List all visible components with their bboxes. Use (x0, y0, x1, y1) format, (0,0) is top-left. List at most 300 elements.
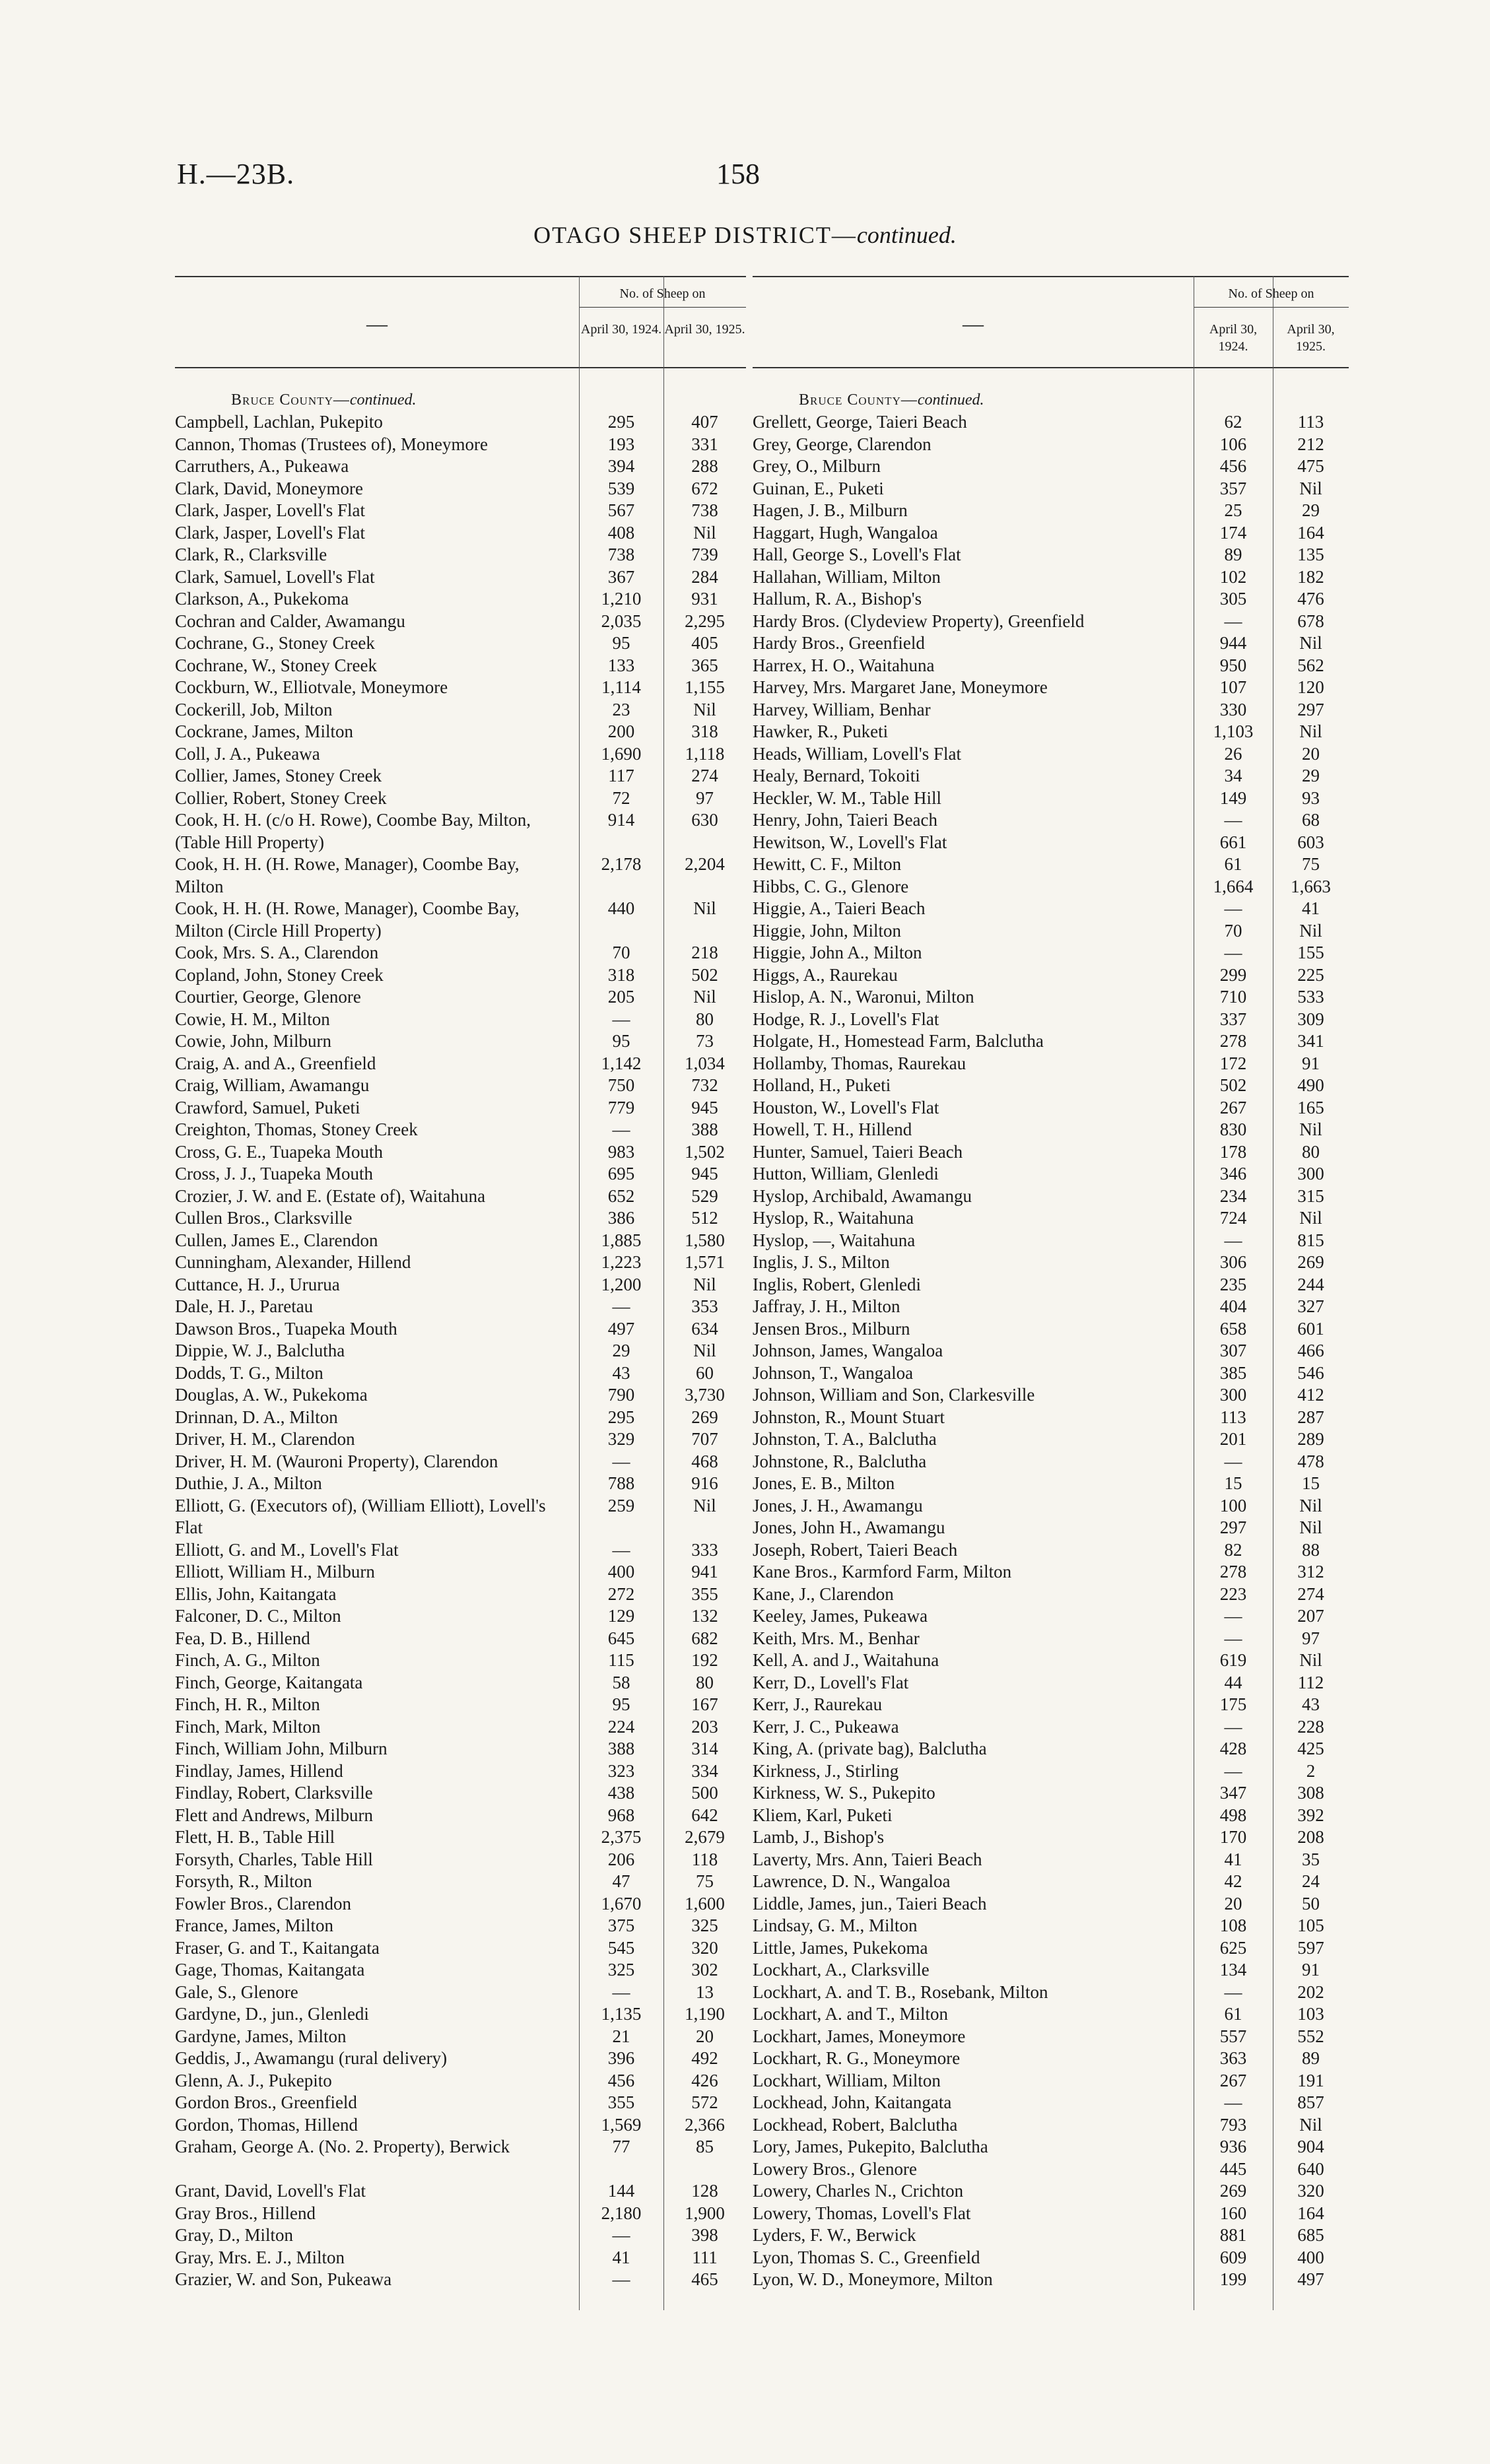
owner-name: Elliott, William H., Milburn (175, 1562, 375, 1582)
owner-name: Joseph, Robert, Taieri Beach (753, 1539, 958, 1560)
table-row (175, 1871, 746, 1893)
sheep-1924: 724 (1219, 1208, 1247, 1228)
owner-name: Cook, H. H. (H. Rowe, Manager), Coombe Bay, Milton (Circle Hill Property) (175, 898, 520, 941)
sheep-1925: 91 (1302, 1053, 1320, 1073)
sheep-1925: 274 (1297, 1583, 1324, 1604)
sheep-1924: 658 (1219, 1318, 1247, 1339)
sheep-1925: 309 (1297, 1009, 1324, 1029)
sheep-1925: 85 (696, 2137, 714, 2156)
owner-name: Kliem, Karl, Puketi (753, 1805, 893, 1825)
owner-name: Lockhart, A., Clarksville (753, 1960, 930, 1980)
table-row (753, 942, 1349, 964)
table-row (753, 1251, 1349, 1274)
table-row (753, 2180, 1349, 2203)
sheep-1925: 533 (1297, 987, 1324, 1007)
document-reference: H.—23B. (177, 158, 295, 190)
table-row (175, 2092, 746, 2114)
sheep-1925: 315 (1297, 1185, 1324, 1206)
sheep-1924: 1,569 (601, 2114, 642, 2135)
owner-name: Heckler, W. M., Table Hill (753, 787, 941, 808)
table-row (175, 1340, 746, 1362)
owner-name: Cochran and Calder, Awamangu (175, 611, 405, 631)
owner-name: Clark, David, Moneymore (175, 478, 363, 498)
sheep-1924: 70 (612, 943, 630, 962)
owner-name: Kane, J., Clarendon (753, 1583, 894, 1604)
sheep-1924: 1,885 (601, 1230, 642, 1250)
sheep-1925: 678 (1297, 611, 1324, 631)
section-continued: continued. (349, 391, 417, 409)
sheep-1924: 306 (1219, 1252, 1247, 1272)
sheep-1925: 739 (691, 545, 718, 564)
sheep-1924: 26 (1224, 743, 1242, 764)
sheep-1924: 1,664 (1213, 876, 1254, 896)
owner-name: Cochrane, W., Stoney Creek (175, 655, 377, 675)
table-row (175, 942, 746, 964)
table-row (175, 2070, 746, 2092)
owner-name: Harvey, William, Benhar (753, 699, 931, 719)
sheep-1925: 203 (691, 1716, 718, 1737)
owner-name: Ellis, John, Kaitangata (175, 1583, 337, 1604)
sheep-1924: 205 (607, 987, 635, 1007)
owner-name: Johnson, William and Son, Clarkesville (753, 1385, 1035, 1405)
table-row (753, 1407, 1349, 1429)
sheep-1924: 1,200 (601, 1274, 642, 1294)
sheep-1924: 44 (1224, 1672, 1242, 1692)
sheep-1924: 502 (1219, 1075, 1247, 1095)
sheep-1924: 944 (1219, 633, 1247, 653)
table-row (175, 2003, 746, 2026)
table-row (175, 1959, 746, 1981)
table-row (753, 1871, 1349, 1893)
owner-name: Cross, J. J., Tuapeka Mouth (175, 1164, 374, 1183)
owner-name: Gardyne, James, Milton (175, 2026, 347, 2046)
table-row (753, 566, 1349, 589)
sheep-1924: 367 (607, 566, 635, 587)
owner-name: Cowie, H. M., Milton (175, 1009, 330, 1029)
table-row (753, 920, 1349, 943)
table-row (175, 964, 746, 987)
owner-name: Finch, Mark, Milton (175, 1716, 321, 1737)
sheep-1925: 113 (1297, 412, 1324, 432)
table-row (753, 1030, 1349, 1053)
owner-name: Hutton, William, Glenledi (753, 1164, 939, 1183)
section-county: Bruce County— (231, 391, 350, 409)
owner-name: Lyon, W. D., Moneymore, Milton (753, 2269, 993, 2289)
sheep-1924: 404 (1219, 1296, 1247, 1316)
section-heading (753, 389, 1349, 411)
owner-name: Cochrane, G., Stoney Creek (175, 633, 375, 653)
table-row (175, 632, 746, 655)
table-row (753, 743, 1349, 766)
sheep-1924: 82 (1224, 1539, 1242, 1560)
table-row (753, 677, 1349, 699)
sheep-1925: 288 (691, 456, 718, 476)
owner-name: Holgate, H., Homestead Farm, Balclutha (753, 1031, 1044, 1051)
table-row (175, 434, 746, 456)
sheep-1925: 24 (1302, 1871, 1320, 1891)
sheep-1924: 107 (1219, 677, 1247, 697)
table-row (175, 2224, 746, 2247)
owner-name: Driver, H. M., Clarendon (175, 1429, 355, 1449)
sheep-1924: 652 (607, 1185, 635, 1206)
owner-name: Gray, Mrs. E. J., Milton (175, 2247, 345, 2267)
table-row (175, 2114, 746, 2137)
owner-name: Kirkness, W. S., Pukepito (753, 1783, 935, 1803)
sheep-1924: 545 (607, 1937, 635, 1958)
sheep-1924: 497 (607, 1318, 635, 1339)
table-row (753, 853, 1349, 876)
sheep-1925: Nil (693, 987, 716, 1007)
table-row (175, 522, 746, 545)
table-row (175, 986, 746, 1009)
sheep-1924: 881 (1219, 2225, 1247, 2245)
sheep-1924: 41 (612, 2247, 630, 2267)
sheep-1924: 830 (1219, 1119, 1247, 1139)
sheep-1925: 289 (1297, 1429, 1324, 1449)
table-row (175, 1473, 746, 1495)
table-row (175, 411, 746, 434)
sheep-1925: 916 (691, 1473, 718, 1493)
sheep-1925: 314 (691, 1739, 718, 1758)
sheep-1925: Nil (1299, 2114, 1322, 2135)
sheep-1924: 456 (1219, 456, 1247, 476)
header-dash: — (963, 312, 984, 335)
sheep-1924: — (612, 1451, 630, 1471)
owner-name: Cockburn, W., Elliotvale, Moneymore (175, 677, 448, 697)
sheep-1924: 914 (607, 810, 635, 830)
owner-name: Elliott, G. (Executors of), (William Elliott), Lovell's Flat (175, 1495, 546, 1537)
table-row (753, 411, 1349, 434)
sheep-1924: 278 (1219, 1562, 1247, 1582)
sheep-1924: 160 (1219, 2203, 1247, 2223)
owner-name: Cannon, Thomas (Trustees of), Moneymore (175, 434, 488, 454)
sheep-1924: 133 (607, 655, 635, 675)
table-row (753, 1915, 1349, 1937)
table-row (753, 1009, 1349, 1031)
sheep-1925: 331 (691, 434, 718, 454)
sheep-1924: 58 (612, 1672, 630, 1692)
table-row (175, 699, 746, 721)
sheep-1924: 1,114 (601, 677, 641, 697)
owner-name: Campbell, Lachlan, Pukepito (175, 412, 383, 432)
table-row (175, 1760, 746, 1783)
owner-name: Flett, H. B., Table Hill (175, 1827, 335, 1847)
table-row (753, 1849, 1349, 1871)
table-row (175, 2269, 746, 2291)
sheep-1925: 50 (1302, 1893, 1320, 1914)
sheep-1925: Nil (1299, 1650, 1322, 1670)
sheep-1924: 375 (607, 1915, 635, 1935)
owner-name: Higgie, John, Milton (753, 920, 902, 941)
sheep-1924: 200 (607, 721, 635, 741)
sheep-1924: — (1224, 1716, 1242, 1737)
sheep-1925: 97 (696, 787, 714, 808)
sheep-1924: 325 (607, 1960, 635, 1980)
table-row (753, 787, 1349, 810)
sheep-1924: 25 (1224, 500, 1242, 520)
table-row (753, 2136, 1349, 2158)
table-row (175, 1053, 746, 1075)
owner-name: Lockhart, William, Milton (753, 2070, 941, 2090)
sheep-1924: 41 (1224, 1849, 1242, 1869)
owner-name: Johnson, T., Wangaloa (753, 1362, 914, 1383)
sheep-1925: 89 (1302, 2048, 1320, 2068)
owner-name: Clark, Samuel, Lovell's Flat (175, 566, 375, 587)
sheep-1925: 407 (691, 412, 718, 432)
sheep-1924: — (1224, 1606, 1242, 1626)
table-row (175, 500, 746, 522)
sheep-1925: 2,366 (685, 2114, 725, 2135)
table-row (175, 588, 746, 611)
table-row (753, 1274, 1349, 1296)
owner-name: Cowie, John, Milburn (175, 1031, 332, 1051)
sheep-1925: 112 (1297, 1672, 1324, 1692)
owner-name: Findlay, Robert, Clarksville (175, 1783, 373, 1803)
table-row (753, 1207, 1349, 1230)
owner-name: Hewitson, W., Lovell's Flat (753, 832, 947, 852)
sheep-1925: 2 (1306, 1760, 1316, 1781)
sheep-1924: 170 (1219, 1827, 1247, 1847)
sheep-1924: 1,210 (601, 589, 642, 609)
sheep-1924: 300 (1219, 1385, 1247, 1405)
table-row (753, 655, 1349, 677)
table-row (753, 1185, 1349, 1208)
table-row (753, 2269, 1349, 2291)
owner-name: Higgie, John A., Milton (753, 943, 922, 962)
table-row (175, 1362, 746, 1385)
table-row (753, 1760, 1349, 1783)
table-row (753, 2224, 1349, 2247)
sheep-1924: — (1224, 810, 1242, 830)
table-row (175, 1296, 746, 1318)
owner-name: Hodge, R. J., Lovell's Flat (753, 1009, 939, 1029)
sheep-1925: 269 (1297, 1252, 1324, 1272)
sheep-1925: 572 (691, 2092, 718, 2112)
header-sheep-count: No. of Sheep on (1194, 286, 1349, 308)
owner-name: Finch, H. R., Milton (175, 1694, 320, 1714)
table-row (175, 1672, 746, 1694)
owner-name: Douglas, A. W., Pukekoma (175, 1385, 368, 1405)
table-row (753, 1097, 1349, 1119)
owner-name: Lockhart, A. and T., Milton (753, 2004, 948, 2024)
sheep-1925: 202 (1297, 1981, 1324, 2002)
table-row (753, 2003, 1349, 2026)
sheep-1925: 546 (1297, 1362, 1324, 1383)
table-row (753, 1893, 1349, 1915)
table-row (753, 1141, 1349, 1164)
sheep-1925: 400 (1297, 2247, 1324, 2267)
owner-name: Craig, William, Awamangu (175, 1075, 370, 1095)
table-row (753, 1959, 1349, 1981)
table-row (753, 1716, 1349, 1739)
table-row (753, 1672, 1349, 1694)
sheep-1925: 334 (691, 1760, 718, 1781)
table-row (175, 1119, 746, 1141)
sheep-1924: 15 (1224, 1473, 1242, 1493)
sheep-1925: 601 (1297, 1318, 1324, 1339)
sheep-1925: 297 (1297, 699, 1324, 719)
table-body (753, 389, 1349, 2291)
owner-name: Fraser, G. and T., Kaitangata (175, 1937, 380, 1958)
owner-name: Flett and Andrews, Milburn (175, 1805, 373, 1825)
sheep-1924: — (612, 1009, 630, 1029)
sheep-1924: 102 (1219, 566, 1247, 587)
sheep-1925: 732 (691, 1075, 718, 1095)
sheep-1924: — (612, 1119, 630, 1139)
table-row (175, 809, 746, 853)
table-row (753, 1163, 1349, 1185)
sheep-1925: Nil (693, 699, 716, 719)
sheep-1924: — (1224, 943, 1242, 962)
table-row (753, 611, 1349, 633)
sheep-1924: 388 (607, 1739, 635, 1758)
sheep-1924: 235 (1219, 1274, 1247, 1294)
table-row (175, 655, 746, 677)
table-row (753, 964, 1349, 987)
owner-name: Dippie, W. J., Balclutha (175, 1341, 345, 1360)
sheep-1925: 1,900 (685, 2203, 725, 2223)
header-col-1924: April 30, 1924. (580, 322, 662, 337)
table-header (753, 276, 1349, 368)
table-row (753, 1694, 1349, 1716)
sheep-1925: 634 (691, 1318, 718, 1339)
owner-name: Gage, Thomas, Kaitangata (175, 1960, 365, 1980)
sheep-1925: 132 (691, 1606, 718, 1626)
sheep-1924: 95 (612, 1694, 630, 1714)
sheep-1924: 206 (607, 1849, 635, 1869)
sheep-1924: 223 (1219, 1583, 1247, 1604)
table-row (175, 853, 746, 898)
sheep-1925: 640 (1297, 2158, 1324, 2179)
table-row (753, 522, 1349, 545)
owner-name: Johnston, T. A., Balclutha (753, 1429, 937, 1449)
table-row (175, 1628, 746, 1650)
sheep-1925: 20 (696, 2026, 714, 2046)
table-row (753, 1230, 1349, 1252)
owner-name: France, James, Milton (175, 1915, 333, 1935)
sheep-1925: 97 (1302, 1628, 1320, 1648)
table-row (753, 1826, 1349, 1849)
sheep-1925: Nil (1299, 721, 1322, 741)
table-row (753, 434, 1349, 456)
sheep-1925: 707 (691, 1429, 718, 1449)
owner-name: Courtier, George, Glenore (175, 987, 361, 1007)
owner-name: Hall, George S., Lovell's Flat (753, 545, 961, 564)
sheep-1924: 20 (1224, 1893, 1242, 1914)
table-row (175, 677, 746, 699)
sheep-1925: 405 (691, 633, 718, 653)
table-row (175, 1937, 746, 1960)
sheep-1924: 61 (1224, 2004, 1242, 2024)
sheep-1924: — (612, 2269, 630, 2289)
header-dash: — (366, 312, 388, 335)
sheep-1925: 93 (1302, 787, 1320, 808)
sheep-1924: 394 (607, 456, 635, 476)
sheep-1924: 267 (1219, 2070, 1247, 2090)
owner-name: Lockhead, John, Kaitangata (753, 2092, 952, 2112)
table-row (753, 1628, 1349, 1650)
sheep-1924: 318 (607, 964, 635, 985)
right-column-table (753, 276, 1349, 2310)
sheep-1924: 323 (607, 1760, 635, 1781)
owner-name: Crawford, Samuel, Puketi (175, 1097, 360, 1117)
sheep-1924: 1,670 (601, 1893, 642, 1914)
sheep-1925: 269 (691, 1407, 718, 1427)
table-row (175, 1738, 746, 1760)
table-row (175, 2180, 746, 2203)
sheep-1924: 445 (1219, 2158, 1247, 2179)
owner-name: Findlay, James, Hillend (175, 1760, 343, 1781)
owner-name: Hagen, J. B., Milburn (753, 500, 908, 520)
owner-name: Cunningham, Alexander, Hillend (175, 1252, 411, 1272)
sheep-1924: 29 (612, 1341, 630, 1360)
owner-name: Clarkson, A., Pukekoma (175, 589, 349, 609)
sheep-1924: 408 (607, 522, 635, 543)
sheep-1925: 1,580 (685, 1230, 725, 1250)
owner-name: Johnston, R., Mount Stuart (753, 1407, 945, 1427)
table-row (175, 1981, 746, 2004)
table-row (175, 743, 746, 766)
table-row (175, 1716, 746, 1739)
sheep-1925: 218 (691, 943, 718, 962)
table-row (753, 1119, 1349, 1141)
table-row (753, 1937, 1349, 1960)
table-row (753, 1495, 1349, 1517)
table-row (753, 2026, 1349, 2048)
sheep-1924: 1,223 (601, 1252, 642, 1272)
sheep-1924: 224 (607, 1716, 635, 1737)
owner-name: Gardyne, D., jun., Glenledi (175, 2004, 369, 2024)
owner-name: Keeley, James, Pukeawa (753, 1606, 928, 1626)
owner-name: Hollamby, Thomas, Raurekau (753, 1053, 966, 1073)
owner-name: Healy, Bernard, Tokoiti (753, 766, 920, 785)
sheep-1925: 931 (691, 589, 718, 609)
sheep-1925: 225 (1297, 964, 1324, 985)
table-row (753, 544, 1349, 566)
sheep-1924: 199 (1219, 2269, 1247, 2289)
table-row (753, 1738, 1349, 1760)
sheep-1925: 1,118 (685, 743, 725, 764)
header-col-1925: April 30, 1925. (664, 322, 745, 337)
owner-name: Kerr, J., Raurekau (753, 1694, 883, 1714)
sheep-1925: 945 (691, 1164, 718, 1183)
sheep-1925: 128 (691, 2181, 718, 2201)
sheep-1924: — (1224, 1760, 1242, 1781)
sheep-1925: 80 (1302, 1141, 1320, 1162)
sheep-1924: 234 (1219, 1185, 1247, 1206)
owner-name: Finch, A. G., Milton (175, 1650, 320, 1670)
owner-name: Hewitt, C. F., Milton (753, 854, 902, 874)
sheep-1924: 2,035 (601, 611, 642, 631)
sheep-1925: 164 (1297, 522, 1324, 543)
owner-name: Duthie, J. A., Milton (175, 1473, 322, 1493)
sheep-1925: 2,295 (685, 611, 725, 631)
table-row (175, 566, 746, 589)
owner-name: Little, James, Pukekoma (753, 1937, 928, 1958)
sheep-1925: 15 (1302, 1473, 1320, 1493)
sheep-1925: Nil (1299, 1495, 1322, 1515)
table-row (753, 1384, 1349, 1407)
sheep-1924: 62 (1224, 412, 1242, 432)
table-row (175, 1097, 746, 1119)
owner-name: Glenn, A. J., Pukepito (175, 2070, 332, 2090)
table-row (175, 478, 746, 500)
sheep-1925: 73 (696, 1031, 714, 1051)
table-row (175, 1318, 746, 1341)
sheep-1925: 182 (1297, 566, 1324, 587)
sheep-1925: 207 (1297, 1606, 1324, 1626)
sheep-1924: 89 (1224, 545, 1242, 564)
